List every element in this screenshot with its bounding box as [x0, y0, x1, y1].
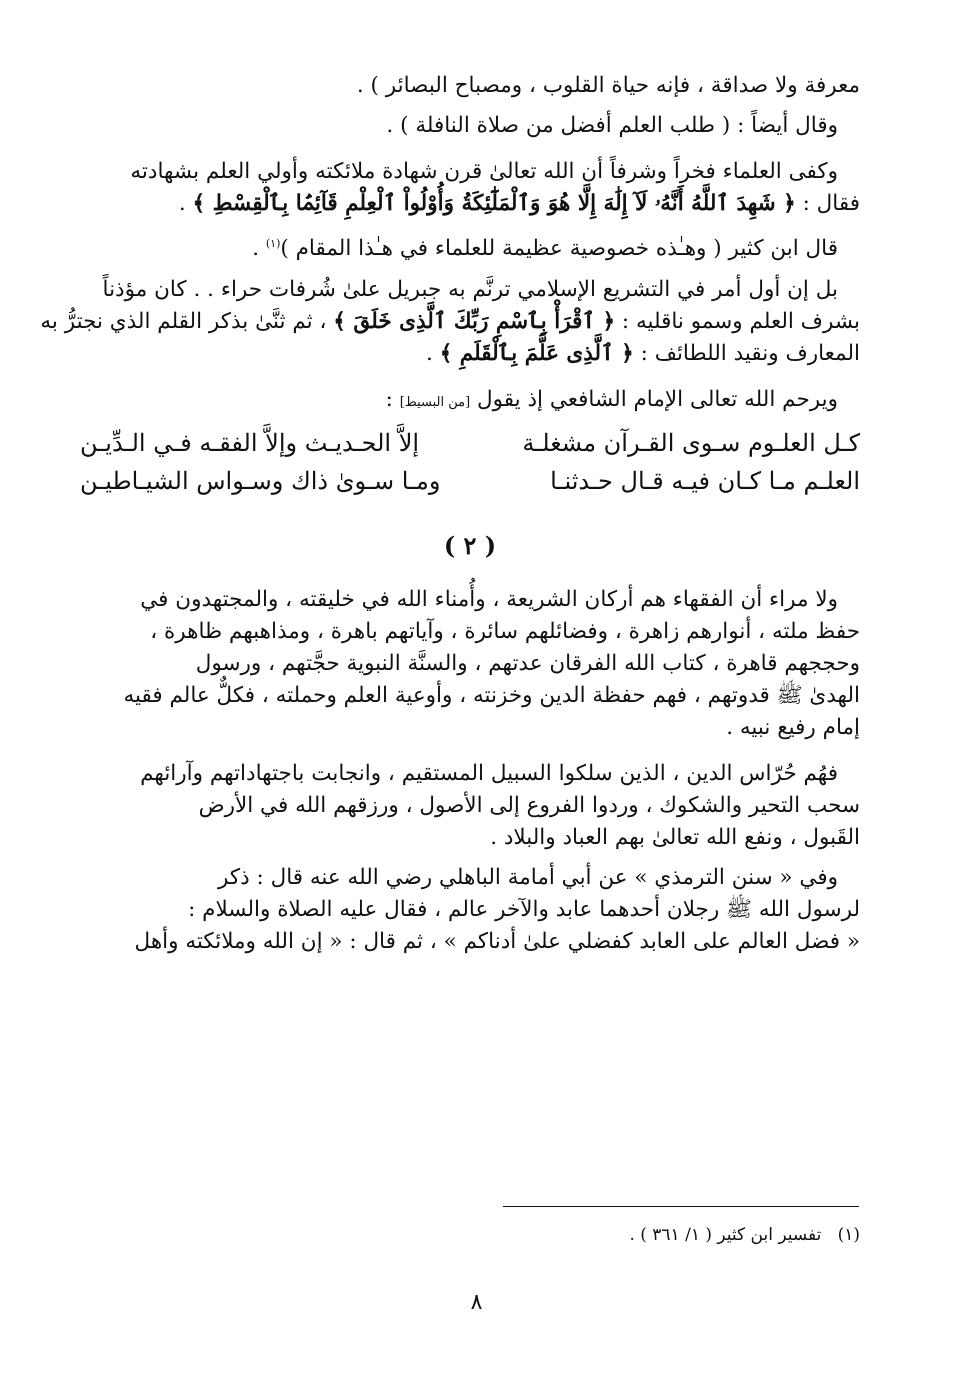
text-line: إمام رفيع نبيه . — [726, 715, 860, 740]
page-number: ٨ — [470, 1290, 483, 1315]
text-line — [80, 384, 860, 416]
text-line: وفي « سنن الترمذي » عن أبي أمامة الباهلي رضي الله عنه قال : ذكر — [218, 865, 838, 890]
text-run: ، ثم ثنَّىٰ بذكر القلم الذي نجترُّ به — [40, 309, 334, 334]
text-line: فهُم حُرّاس الدين ، الذين سلكوا السبيل المستقيم ، وانجابت باجتهاداتهم وآرائهم — [140, 761, 838, 786]
text-run: : — [385, 387, 400, 412]
text-run: قال ابن كثير ( وهـٰذه خصوصية عظيمة للعلماء في هـٰذا المقام ) — [280, 236, 838, 262]
text-run: ويرحم الله تعالى الإمام الشافعي إذ يقول — [470, 387, 838, 412]
meter-label: [من البسيط] — [399, 395, 471, 410]
text-run: بشرف العلم وسمو ناقليه : — [615, 309, 860, 334]
footnote — [160, 1222, 860, 1248]
poem-first-hemistich: كـل العلـوم سـوى القـرآن مشغلـة — [522, 429, 860, 457]
text-line: الهدىٰ ﷺ قدوتهم ، فهم حفظة الدين وخزنته ، وأوعية العلم وحملته ، فكلٌّ عالم فقيه — [123, 683, 860, 708]
quran-verse: ﴿ ٱقْرَأْ بِٱسْمِ رَبِّكَ ٱلَّذِى خَلَقَ ﴾ — [333, 309, 616, 334]
poem-second-hemistich: إلاَّ الحـديـث وإلاَّ الفقـه فـي الـدِّيـن — [80, 429, 420, 457]
text-line: ولا مراء أن الفقهاء هم أركان الشريعة ، وأُمناء الله في خليقته ، والمجتهدون في — [140, 587, 838, 612]
text-run: المعارف ونقيد اللطائف : — [633, 341, 860, 366]
text-run: . — [426, 341, 440, 366]
poem-verse — [80, 424, 860, 462]
text-line: معرفة ولا صداقة ، فإنه حياة القلوب ، ومصباح البصائر ) . — [356, 73, 860, 98]
text-line — [80, 228, 860, 260]
quran-verse: ﴿ شَهِدَ ٱللَّهُ أَنَّهُۥ لَآ إِلَٰهَ إِلَّا هُوَ وَٱلْمَلَٰٓئِكَةُ وَأُوْلُواْ ٱلْعِلْمِ قَآئِمَۢا بِٱلْقِسْطِ ﴾ — [192, 191, 796, 216]
quran-verse: ﴿ ٱلَّذِى عَلَّمَ بِٱلْقَلَمِ ﴾ — [439, 341, 634, 366]
text-run: . — [178, 191, 193, 216]
text-line: « فضل العالم على العابد كفضلي علىٰ أدناكم » ، ثم قال : « إن الله وملائكته وأهل — [134, 929, 860, 954]
text-line: وحججهم قاهرة ، كتاب الله الفرقان عدتهم ، والسنَّة النبوية حجَّتهم ، ورسول — [195, 651, 860, 676]
text-line: سحب التحير والشكوك ، وردوا الفروع إلى الأصول ، ورزقهم الله في الأرض — [198, 793, 860, 818]
text-line: بل إن أول أمر في التشريع الإسلامي ترنَّم به جبريل علىٰ شُرفات حراء . . كان مؤذناً — [102, 277, 838, 302]
text-line: وقال أيضاً : ( طلب العلم أفضل من صلاة النافلة ) . — [386, 113, 838, 138]
text-line: حفظ ملته ، أنوارهم زاهرة ، وفضائلهم سائرة ، وآياتهم باهرة ، ومذاهبهم ظاهرة ، — [150, 619, 860, 644]
text-line — [80, 338, 860, 370]
poem-verse — [80, 462, 860, 500]
text-line — [80, 188, 860, 220]
text-run: فقال : — [795, 191, 860, 216]
footnote-ref: (١) — [265, 237, 281, 250]
text-run: . — [252, 236, 266, 262]
text-line: وكفى العلماء فخراً وشرفاً أن الله تعالىٰ قرن شهادة ملائكته وأولي العلم بشهادته — [130, 159, 838, 184]
page-body — [40, 70, 860, 958]
footnote-text: تفسير ابن كثير ( ١/ ٣٦١ ) . — [629, 1225, 822, 1245]
section-number: ( ٢ ) — [443, 531, 497, 560]
footnote-divider — [503, 1206, 859, 1207]
poem-second-hemistich: ومـا سـوىٰ ذاك وسـواس الشيـاطيـن — [80, 467, 441, 495]
poem-first-hemistich: العلـم مـا كـان فيـه قـال حـدثنـا — [550, 467, 860, 495]
text-line: القَبول ، ونفع الله تعالىٰ بهم العباد والبلاد . — [490, 825, 860, 850]
text-line: لرسول الله ﷺ رجلان أحدهما عابد والآخر عالم ، فقال عليه الصلاة والسلام : — [188, 897, 860, 922]
footnote-number: (١) — [837, 1225, 860, 1245]
text-line — [40, 306, 860, 338]
